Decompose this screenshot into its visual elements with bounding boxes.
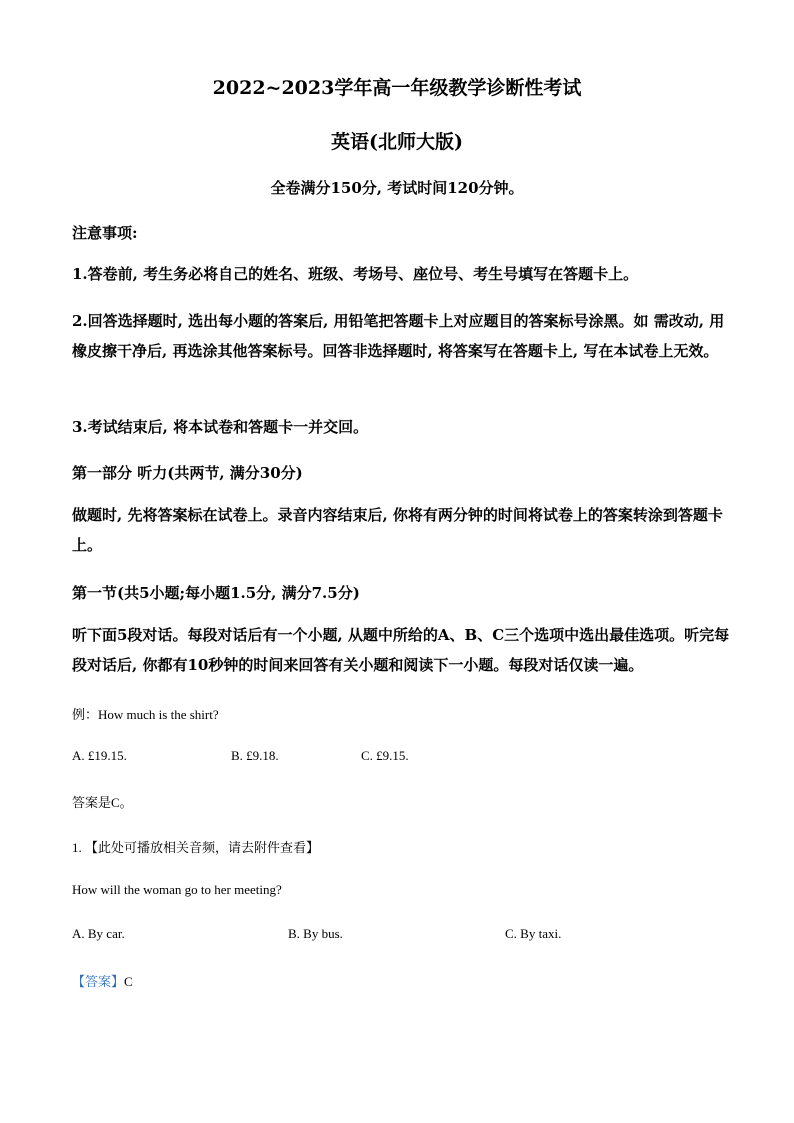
- question1-option-a: A. By car.: [72, 926, 125, 941]
- question1-text: How will the woman go to her meeting?: [72, 882, 282, 897]
- note-item-1: 1.答卷前, 考生务必将自己的姓名、班级、考场号、座位号、考生号填写在答题卡上。: [72, 265, 639, 283]
- example-option-b: B. £9.18.: [231, 748, 279, 763]
- question1-answer: [72, 971, 133, 990]
- section1-instruction: 听下面5段对话。每段对话后有一个小题, 从题中所给的A、B、C三个选项中选出最佳选项。听完每段对话后, 你都有10秒钟的时间来回答有关小题和阅读下一小题。每段对话仅读一遍。: [72, 626, 730, 674]
- notes-heading: 注意事项:: [72, 224, 138, 242]
- section1-heading: 第一节(共5小题;每小题1.5分, 满分7.5分): [72, 584, 360, 602]
- example-prompt: 例：How much is the shirt?: [72, 707, 219, 722]
- part1-instruction: 做题时, 先将答案标在试卷上。录音内容结束后, 你将有两分钟的时间将试卷上的答案转涂到答题卡上。: [72, 506, 723, 554]
- exam-info: 全卷满分150分, 考试时间120分钟。: [270, 179, 524, 197]
- exam-subtitle: 英语(北师大版): [331, 131, 463, 153]
- part1-heading: 第一部分 听力(共两节, 满分30分): [72, 464, 303, 482]
- example-option-a: A. £19.15.: [72, 748, 127, 763]
- answer-tag: 【答案】: [72, 974, 125, 989]
- question1-option-b: B. By bus.: [288, 926, 343, 941]
- example-option-c: C. £9.15.: [361, 748, 409, 763]
- question1-audio-note: 1. 【此处可播放相关音频，请去附件查看】: [72, 840, 320, 855]
- note-item-2: 2.回答选择题时, 选出每小题的答案后, 用铅笔把答题卡上对应题目的答案标号涂黑。如 需改动, 用橡皮擦干净后, 再选涂其他答案标号。回答非选择题时, 将答案写在答题卡上, 写在本试卷上无效。: [72, 312, 725, 360]
- exam-title: 2022~2023学年高一年级教学诊断性考试: [212, 77, 582, 99]
- answer-value: C: [124, 974, 133, 989]
- example-answer: 答案是C。: [72, 795, 133, 810]
- note-item-3: 3.考试结束后, 将本试卷和答题卡一并交回。: [72, 418, 369, 436]
- question1-option-c: C. By taxi.: [505, 926, 562, 941]
